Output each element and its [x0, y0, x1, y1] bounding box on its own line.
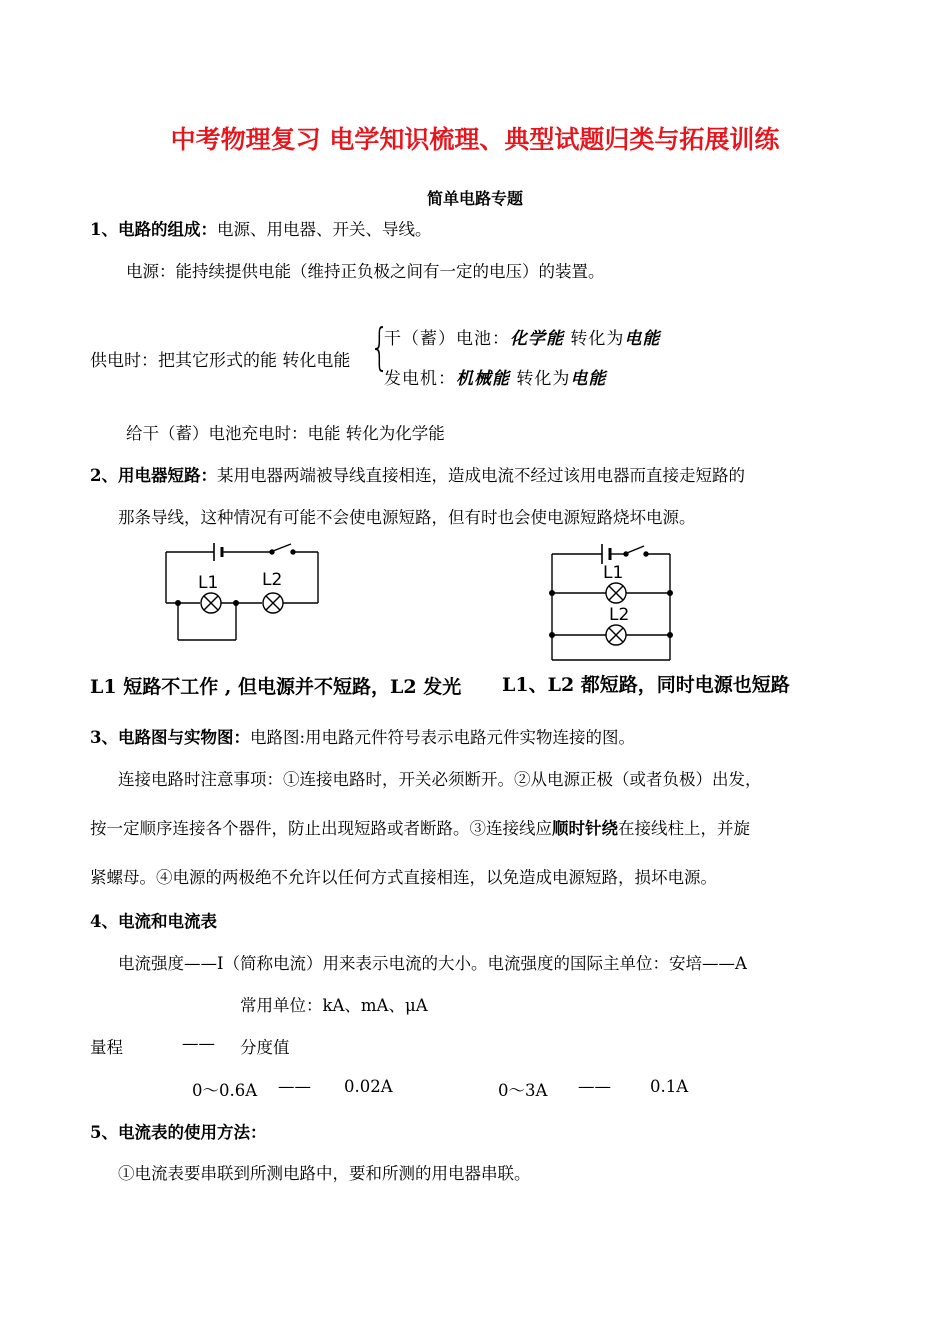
lamp-l2-label-right: L2	[609, 605, 630, 625]
generator-convert: 转化为	[510, 369, 571, 389]
caption-left: L1 短路不工作 , 但电源并不短路，L2 发光	[90, 676, 462, 698]
generator-label: 发电机：	[384, 369, 456, 389]
power-definition: 电源：能持续提供电能（维持正负极之间有一定的电压）的装置。	[126, 262, 605, 281]
s1-heading: 1、电路的组成：	[90, 220, 217, 239]
s3-heading: 3、电路图与实物图：	[90, 728, 250, 747]
s2-text1: 某用电器两端被导线直接相连，造成电流不经过该用电器而直接走短路的	[216, 466, 745, 485]
generator-line	[384, 364, 606, 389]
s1-line	[90, 216, 431, 240]
s2-line2: 那条导线，这种情况有可能不会使电源短路，但有时也会使电源短路烧坏电源。	[118, 508, 696, 527]
range2: 0～3A	[498, 1081, 548, 1100]
battery-convert: 转化为	[564, 329, 625, 349]
battery-to: 电能	[624, 329, 661, 349]
lamp-l1-label-right: L1	[603, 563, 624, 583]
range-header-value: 分度值	[240, 1038, 290, 1057]
battery-line	[384, 324, 660, 349]
s3-notes-line3: 紧螺母。④电源的两极绝不允许以任何方式直接相连，以免造成电源短路，损坏电源。	[90, 868, 717, 887]
generator-to: 电能	[570, 369, 607, 389]
caption-right: L1、L2 都短路，同时电源也短路	[502, 674, 790, 696]
s2-heading: 2、用电器短路：	[90, 466, 217, 485]
circuit-diagram-left	[160, 540, 330, 648]
generator-from: 机械能	[456, 369, 510, 389]
range2-dash: ——	[578, 1077, 611, 1096]
supply-left: 供电时：把其它形式的能 转化电能	[90, 351, 351, 371]
circuit-diagram-right	[540, 540, 680, 665]
s4-heading: 4、电流和电流表	[90, 912, 217, 931]
brace-symbol: {	[370, 318, 390, 376]
s3-notes-line1: 连接电路时注意事项：①连接电路时，开关必须断开。②从电源正极（或者负极）出发，	[118, 770, 762, 789]
s4-units: 常用单位：kA、mA、μA	[240, 996, 428, 1015]
battery-label: 干（蓄）电池：	[384, 329, 510, 349]
s3-line	[90, 724, 635, 748]
s3-line2c: 在接线柱上，并旋	[618, 819, 750, 838]
section-subtitle: 简单电路专题	[426, 189, 523, 208]
range-header-label: 量程	[90, 1038, 123, 1057]
s2-line1	[90, 462, 745, 486]
lamp-l1-label-left: L1	[198, 573, 219, 593]
s4-line1: 电流强度——I（简称电流）用来表示电流的大小。电流强度的国际主单位：安培——A	[118, 954, 747, 973]
s3-line2a: 按一定顺序连接各个器件，防止出现短路或者断路。③连接线应	[90, 819, 552, 838]
s3-text: 电路图:用电路元件符号表示电路元件实物连接的图。	[249, 728, 636, 747]
s1-text: 电源、用电器、开关、导线。	[216, 220, 432, 239]
range1-dash: ——	[278, 1077, 311, 1096]
lamp-l2-label-left: L2	[262, 570, 283, 590]
document-title: 中考物理复习 电学知识梳理、典型试题归类与拓展训练	[170, 125, 780, 154]
charge-line: 给干（蓄）电池充电时：电能 转化为化学能	[126, 424, 445, 443]
s3-notes-line2	[90, 815, 750, 839]
s3-line2b: 顺时针绕	[552, 819, 618, 838]
s5-item1: ①电流表要串联到所测电路中，要和所测的用电器串联。	[118, 1164, 531, 1183]
range1: 0～0.6A	[192, 1081, 258, 1100]
battery-from: 化学能	[510, 329, 564, 349]
range2-value: 0.1A	[650, 1077, 689, 1096]
s5-heading: 5、电流表的使用方法：	[90, 1123, 267, 1142]
range1-value: 0.02A	[344, 1077, 393, 1096]
range-header-dash: ——	[182, 1034, 215, 1053]
